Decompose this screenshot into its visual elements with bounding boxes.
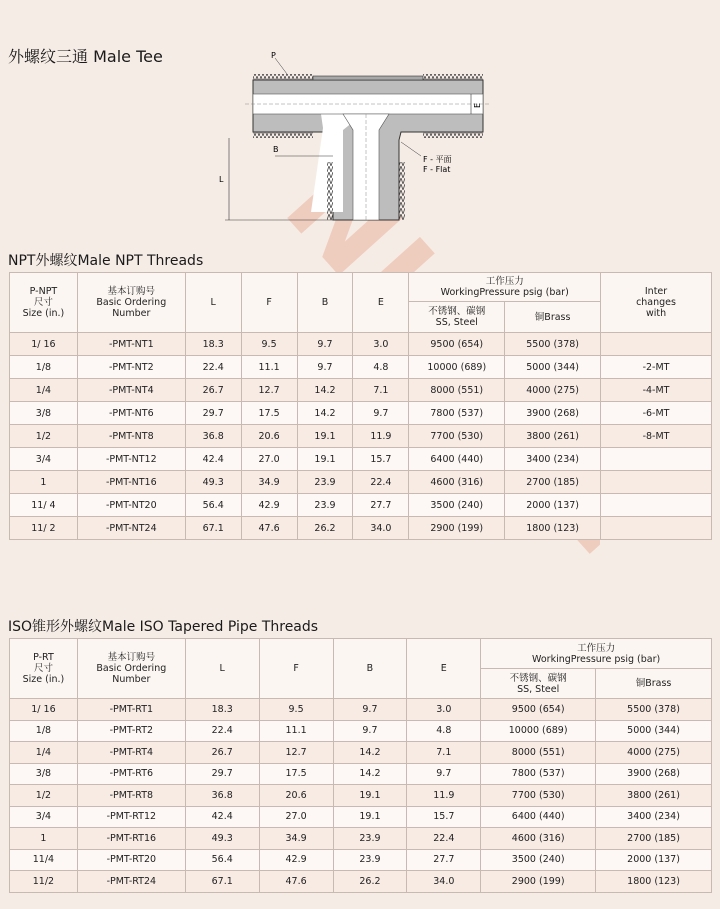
table-cell: 11.9 bbox=[407, 785, 481, 807]
col-pressure: 工作压力 WorkingPressure psig (bar) bbox=[481, 639, 712, 669]
table-row bbox=[10, 785, 712, 807]
table-cell: 67.1 bbox=[185, 517, 241, 540]
table-cell: -PMT-NT1 bbox=[77, 333, 185, 356]
table-cell: -PMT-NT6 bbox=[77, 402, 185, 425]
table-cell: 3400 (234) bbox=[505, 448, 601, 471]
table-cell: 6400 (440) bbox=[481, 806, 596, 828]
table-cell: -4-MT bbox=[601, 379, 712, 402]
table-cell: 19.1 bbox=[333, 806, 407, 828]
table-cell: 3.0 bbox=[407, 699, 481, 721]
col-f: F bbox=[259, 639, 333, 699]
table-cell: 2000 (137) bbox=[596, 849, 712, 871]
table-cell: -PMT-RT1 bbox=[77, 699, 185, 721]
table-cell: 3500 (240) bbox=[409, 494, 505, 517]
label-e: E bbox=[473, 102, 482, 108]
table-cell: 22.4 bbox=[185, 356, 241, 379]
table-cell: 6400 (440) bbox=[409, 448, 505, 471]
table-cell: -PMT-NT20 bbox=[77, 494, 185, 517]
table-cell: 47.6 bbox=[241, 517, 297, 540]
table-row bbox=[10, 699, 712, 721]
tee-diagram bbox=[215, 52, 515, 230]
col-ss: 不锈钢、碳钢 SS, Steel bbox=[409, 302, 505, 333]
table-cell: 23.9 bbox=[297, 471, 353, 494]
table-cell: -PMT-NT2 bbox=[77, 356, 185, 379]
table-cell: 7800 (537) bbox=[481, 763, 596, 785]
table-cell: 34.9 bbox=[241, 471, 297, 494]
table-cell: 7.1 bbox=[353, 379, 409, 402]
table-cell: 26.2 bbox=[297, 517, 353, 540]
table-cell bbox=[601, 517, 712, 540]
col-order: 基本订购号 Basic Ordering Number bbox=[77, 639, 185, 699]
table-cell: 17.5 bbox=[241, 402, 297, 425]
table-cell: 34.9 bbox=[259, 828, 333, 850]
table-cell: 7700 (530) bbox=[481, 785, 596, 807]
table-cell: 42.9 bbox=[241, 494, 297, 517]
table-cell: 27.7 bbox=[407, 849, 481, 871]
table-cell: 1/8 bbox=[10, 356, 78, 379]
table-cell: 1 bbox=[10, 471, 78, 494]
table-cell: 8000 (551) bbox=[481, 742, 596, 764]
table-cell: 27.7 bbox=[353, 494, 409, 517]
col-l: L bbox=[185, 639, 259, 699]
table-cell: 47.6 bbox=[259, 871, 333, 893]
npt-heading: NPT外螺纹Male NPT Threads bbox=[8, 253, 204, 269]
label-f-flat-cn: F - 平面 bbox=[423, 155, 452, 164]
table-row bbox=[10, 720, 712, 742]
table-row bbox=[10, 425, 712, 448]
table-cell bbox=[601, 471, 712, 494]
table-cell: 14.2 bbox=[297, 379, 353, 402]
table-cell: 29.7 bbox=[185, 402, 241, 425]
table-row bbox=[10, 379, 712, 402]
table-cell: 14.2 bbox=[333, 763, 407, 785]
table-cell: 3/4 bbox=[10, 806, 78, 828]
table-cell: 12.7 bbox=[241, 379, 297, 402]
table-cell: 12.7 bbox=[259, 742, 333, 764]
label-b: B bbox=[273, 145, 279, 154]
col-interchanges: Inter changes with bbox=[601, 273, 712, 333]
table-cell: -PMT-RT24 bbox=[77, 871, 185, 893]
table-cell: -PMT-RT16 bbox=[77, 828, 185, 850]
table-cell: 29.7 bbox=[185, 763, 259, 785]
table-cell: 3/4 bbox=[10, 448, 78, 471]
col-e: E bbox=[353, 273, 409, 333]
table-cell: 22.4 bbox=[407, 828, 481, 850]
table-cell: 1800 (123) bbox=[596, 871, 712, 893]
table-cell: 14.2 bbox=[297, 402, 353, 425]
table-cell: 2000 (137) bbox=[505, 494, 601, 517]
table-cell: 9.5 bbox=[259, 699, 333, 721]
table-cell: 42.4 bbox=[185, 448, 241, 471]
table-cell: 26.7 bbox=[185, 379, 241, 402]
table-row bbox=[10, 871, 712, 893]
table-cell: 3400 (234) bbox=[596, 806, 712, 828]
table-cell: 42.9 bbox=[259, 849, 333, 871]
table-cell: -PMT-RT12 bbox=[77, 806, 185, 828]
table-cell: 34.0 bbox=[407, 871, 481, 893]
col-l: L bbox=[185, 273, 241, 333]
table-cell: 1/4 bbox=[10, 379, 78, 402]
table-cell: 5500 (378) bbox=[505, 333, 601, 356]
table-cell: 23.9 bbox=[333, 849, 407, 871]
table-cell: 11/ 4 bbox=[10, 494, 78, 517]
table-cell: 26.2 bbox=[333, 871, 407, 893]
table-cell: 17.5 bbox=[259, 763, 333, 785]
table-cell: 1/ 16 bbox=[10, 699, 78, 721]
col-pressure: 工作压力 WorkingPressure psig (bar) bbox=[409, 273, 601, 302]
label-l: L bbox=[219, 175, 224, 184]
table-cell bbox=[601, 448, 712, 471]
table-row bbox=[10, 828, 712, 850]
col-e: E bbox=[407, 639, 481, 699]
table-row bbox=[10, 402, 712, 425]
table-cell: 9.7 bbox=[333, 699, 407, 721]
npt-table bbox=[9, 272, 712, 540]
table-cell: 56.4 bbox=[185, 494, 241, 517]
table-cell: 49.3 bbox=[185, 471, 241, 494]
table-cell: 18.3 bbox=[185, 333, 241, 356]
table-cell: -PMT-RT20 bbox=[77, 849, 185, 871]
table-cell: 9.7 bbox=[297, 333, 353, 356]
table-cell: 19.1 bbox=[333, 785, 407, 807]
table-cell: 27.0 bbox=[259, 806, 333, 828]
table-cell: 19.1 bbox=[297, 448, 353, 471]
col-ss: 不锈钢、碳钢 SS, Steel bbox=[481, 669, 596, 699]
table-cell: 3900 (268) bbox=[596, 763, 712, 785]
table-cell: 20.6 bbox=[259, 785, 333, 807]
table-cell: 11.1 bbox=[259, 720, 333, 742]
col-order: 基本订购号 Basic Ordering Number bbox=[77, 273, 185, 333]
table-cell: 34.0 bbox=[353, 517, 409, 540]
table-cell: 4000 (275) bbox=[505, 379, 601, 402]
table-cell: 4600 (316) bbox=[409, 471, 505, 494]
table-cell: -PMT-NT4 bbox=[77, 379, 185, 402]
table-row bbox=[10, 333, 712, 356]
table-cell: 9.7 bbox=[297, 356, 353, 379]
table-cell: 8000 (551) bbox=[409, 379, 505, 402]
table-cell: 18.3 bbox=[185, 699, 259, 721]
col-brass: 铜Brass bbox=[505, 302, 601, 333]
col-b: B bbox=[333, 639, 407, 699]
table-row bbox=[10, 448, 712, 471]
table-cell: -PMT-RT6 bbox=[77, 763, 185, 785]
col-f: F bbox=[241, 273, 297, 333]
table-cell: -2-MT bbox=[601, 356, 712, 379]
table-cell: 36.8 bbox=[185, 425, 241, 448]
table-row bbox=[10, 494, 712, 517]
table-cell: 3800 (261) bbox=[505, 425, 601, 448]
table-cell: 27.0 bbox=[241, 448, 297, 471]
table-cell: 11/ 2 bbox=[10, 517, 78, 540]
table-cell: 67.1 bbox=[185, 871, 259, 893]
table-cell: 9.7 bbox=[333, 720, 407, 742]
table-cell: 11.9 bbox=[353, 425, 409, 448]
label-f-flat-en: F - Flat bbox=[423, 165, 451, 174]
col-size: P-RT 尺寸 Size (in.) bbox=[10, 639, 78, 699]
table-cell: 14.2 bbox=[333, 742, 407, 764]
table-cell: -PMT-NT24 bbox=[77, 517, 185, 540]
table-cell: 11/4 bbox=[10, 849, 78, 871]
table-cell: 23.9 bbox=[333, 828, 407, 850]
table-cell: 20.6 bbox=[241, 425, 297, 448]
table-cell: 3.0 bbox=[353, 333, 409, 356]
table-cell: 15.7 bbox=[353, 448, 409, 471]
table-cell: 4000 (275) bbox=[596, 742, 712, 764]
table-cell: 3900 (268) bbox=[505, 402, 601, 425]
table-cell: 19.1 bbox=[297, 425, 353, 448]
table-cell: 9500 (654) bbox=[481, 699, 596, 721]
table-cell: -8-MT bbox=[601, 425, 712, 448]
table-cell: -PMT-NT8 bbox=[77, 425, 185, 448]
table-cell: 5500 (378) bbox=[596, 699, 712, 721]
table-cell: -6-MT bbox=[601, 402, 712, 425]
table-cell: 9.5 bbox=[241, 333, 297, 356]
table-cell: 9.7 bbox=[407, 763, 481, 785]
table-cell: 1/2 bbox=[10, 425, 78, 448]
table-cell: 36.8 bbox=[185, 785, 259, 807]
table-cell: 11/2 bbox=[10, 871, 78, 893]
table-cell: 1 bbox=[10, 828, 78, 850]
table-cell: 22.4 bbox=[353, 471, 409, 494]
table-cell: 3/8 bbox=[10, 402, 78, 425]
table-cell: 2900 (199) bbox=[409, 517, 505, 540]
table-cell: 49.3 bbox=[185, 828, 259, 850]
table-cell: 11.1 bbox=[241, 356, 297, 379]
table-row bbox=[10, 356, 712, 379]
table-cell: 7700 (530) bbox=[409, 425, 505, 448]
table-cell: 4600 (316) bbox=[481, 828, 596, 850]
label-p: P bbox=[271, 52, 276, 60]
table-cell: 9.7 bbox=[353, 402, 409, 425]
table-cell: -PMT-NT12 bbox=[77, 448, 185, 471]
table-cell: 7800 (537) bbox=[409, 402, 505, 425]
table-cell: 1/8 bbox=[10, 720, 78, 742]
table-cell: 1800 (123) bbox=[505, 517, 601, 540]
table-cell: 1/4 bbox=[10, 742, 78, 764]
table-row bbox=[10, 763, 712, 785]
table-cell: 42.4 bbox=[185, 806, 259, 828]
table-cell: 1/2 bbox=[10, 785, 78, 807]
table-cell: 10000 (689) bbox=[481, 720, 596, 742]
table-row bbox=[10, 806, 712, 828]
table-cell: 3500 (240) bbox=[481, 849, 596, 871]
table-cell: 5000 (344) bbox=[596, 720, 712, 742]
table-cell: 1/ 16 bbox=[10, 333, 78, 356]
table-cell: 2700 (185) bbox=[505, 471, 601, 494]
col-b: B bbox=[297, 273, 353, 333]
table-cell: 15.7 bbox=[407, 806, 481, 828]
table-row bbox=[10, 517, 712, 540]
table-cell bbox=[601, 333, 712, 356]
table-cell: 2900 (199) bbox=[481, 871, 596, 893]
iso-table bbox=[9, 638, 712, 893]
table-cell: 10000 (689) bbox=[409, 356, 505, 379]
table-cell: -PMT-RT4 bbox=[77, 742, 185, 764]
table-cell: 3/8 bbox=[10, 763, 78, 785]
table-cell: 23.9 bbox=[297, 494, 353, 517]
table-cell: 4.8 bbox=[353, 356, 409, 379]
table-cell: 3800 (261) bbox=[596, 785, 712, 807]
table-cell: 2700 (185) bbox=[596, 828, 712, 850]
table-cell: -PMT-RT2 bbox=[77, 720, 185, 742]
table-row bbox=[10, 471, 712, 494]
table-cell: 9500 (654) bbox=[409, 333, 505, 356]
table-cell: 26.7 bbox=[185, 742, 259, 764]
table-cell: 56.4 bbox=[185, 849, 259, 871]
table-cell: 5000 (344) bbox=[505, 356, 601, 379]
page-title: 外螺纹三通 Male Tee bbox=[8, 47, 163, 66]
table-cell: -PMT-RT8 bbox=[77, 785, 185, 807]
table-row bbox=[10, 849, 712, 871]
iso-heading: ISO锥形外螺纹Male ISO Tapered Pipe Threads bbox=[8, 619, 319, 635]
table-cell: 22.4 bbox=[185, 720, 259, 742]
table-cell: 7.1 bbox=[407, 742, 481, 764]
table-cell bbox=[601, 494, 712, 517]
col-brass: 铜Brass bbox=[596, 669, 712, 699]
col-size: P-NPT 尺寸 Size (in.) bbox=[10, 273, 78, 333]
table-cell: -PMT-NT16 bbox=[77, 471, 185, 494]
table-cell: 4.8 bbox=[407, 720, 481, 742]
table-row bbox=[10, 742, 712, 764]
